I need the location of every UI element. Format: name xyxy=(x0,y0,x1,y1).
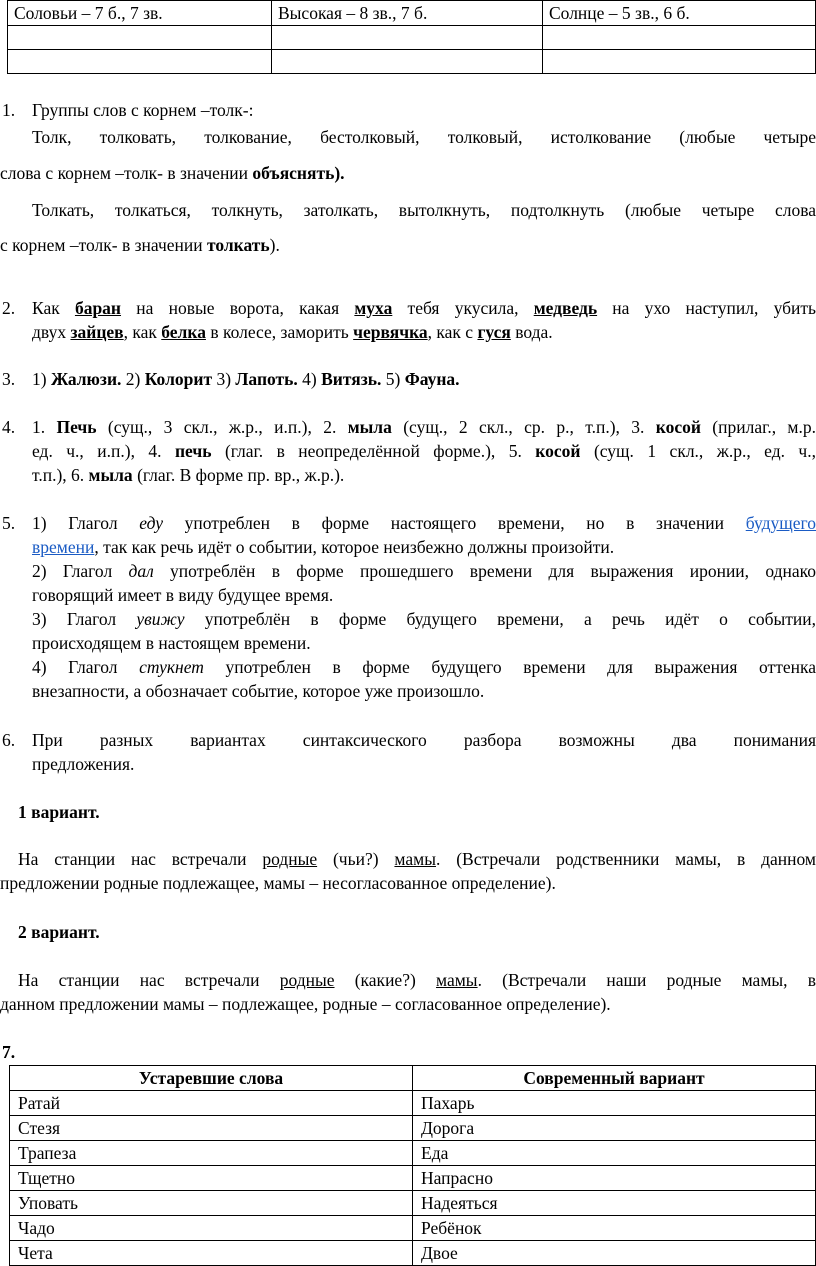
table-cell: Солнце – 5 зв., 6 б. xyxy=(543,1,816,26)
table-cell: Стезя xyxy=(10,1116,413,1141)
table-row xyxy=(8,1,816,26)
paragraph-line: данном предложении мамы – подлежащее, родные – согласованное определение). xyxy=(0,994,611,1014)
table-cell: Соловьи – 7 б., 7 зв. xyxy=(8,1,272,26)
item-number: 1. xyxy=(2,100,16,120)
archaic-words-table xyxy=(9,1065,816,1266)
table-cell: Уповать xyxy=(10,1191,413,1216)
table-cell xyxy=(272,50,543,74)
variant-title: 1 вариант. xyxy=(18,802,100,822)
table-row xyxy=(8,50,816,74)
item-number: 7. xyxy=(2,1042,16,1062)
variant-title: 2 вариант. xyxy=(18,922,100,942)
table-cell: Двое xyxy=(413,1241,816,1266)
table-cell: Дорога xyxy=(413,1116,816,1141)
paragraph-line: происходящем в настоящем времени. xyxy=(32,633,311,653)
link-future-tense[interactable]: времени xyxy=(32,537,95,557)
table-row xyxy=(10,1216,816,1241)
table-cell: Тщетно xyxy=(10,1166,413,1191)
paragraph-line: ед. ч., и.п.), 4. печь (глаг. в неопределённой форме.), 5. косой (сущ. 1 скл., ж.р., ед. ч., xyxy=(32,441,816,461)
paragraph-line: внезапности, а обозначает событие, которое уже произошло. xyxy=(32,681,485,701)
table-cell: Ребёнок xyxy=(413,1216,816,1241)
table-row xyxy=(10,1166,816,1191)
table-cell: Трапеза xyxy=(10,1141,413,1166)
item-number: 5. xyxy=(2,513,16,533)
paragraph: Толкать, толкаться, толкнуть, затолкать, вытолкнуть, подтолкнуть (любые четыре слова xyxy=(32,200,816,220)
paragraph-line: говорящий имеет в виду будущее время. xyxy=(32,585,334,605)
column-header: Современный вариант xyxy=(413,1066,816,1091)
table-cell: Чадо xyxy=(10,1216,413,1241)
score-table xyxy=(7,0,816,74)
item-number: 4. xyxy=(2,417,16,437)
table-cell: Еда xyxy=(413,1141,816,1166)
table-cell: Пахарь xyxy=(413,1091,816,1116)
paragraph-line: с корнем –толк- в значении толкать). xyxy=(0,235,280,255)
paragraph-line: На станции нас встречали родные (какие?) мамы. (Встречали наши родные мамы, в xyxy=(18,970,816,990)
table-cell xyxy=(8,50,272,74)
table-header-row xyxy=(10,1066,816,1091)
table-row xyxy=(8,26,816,50)
item-number: 6. xyxy=(2,730,16,750)
table-cell xyxy=(8,26,272,50)
table-cell: Высокая – 8 зв., 7 б. xyxy=(272,1,543,26)
paragraph: Толк, толковать, толкование, бестолковый, толковый, истолкование (любые четыре xyxy=(32,127,816,147)
table-row xyxy=(10,1141,816,1166)
table-cell xyxy=(543,26,816,50)
paragraph-line: 1. Печь (сущ., 3 скл., ж.р., и.п.), 2. мыла (сущ., 2 скл., ср. р., т.п.), 3. косой (прилаг., м.р. xyxy=(32,417,816,437)
paragraph-line: времени, так как речь идёт о событии, которое неизбежно должны произойти. xyxy=(32,537,615,557)
table-cell: Чета xyxy=(10,1241,413,1266)
table-row xyxy=(10,1116,816,1141)
paragraph-line: предложения. xyxy=(32,754,135,774)
paragraph-line: 1) Жалюзи. 2) Колорит 3) Лапоть. 4) Витязь. 5) Фауна. xyxy=(32,369,460,389)
paragraph-line: При разных вариантах синтаксического разбора возможны два понимания xyxy=(32,730,816,750)
item-heading: Группы слов с корнем –толк-: xyxy=(32,100,254,120)
paragraph-line: предложении родные подлежащее, мамы – несогласованное определение). xyxy=(0,873,556,893)
table-row xyxy=(10,1091,816,1116)
paragraph-line: На станции нас встречали родные (чьи?) мамы. (Встречали родственники мамы, в данном xyxy=(18,849,816,869)
paragraph-line: 4) Глагол стукнет употреблен в форме будущего времени для выражения оттенка xyxy=(32,657,816,677)
table-row xyxy=(10,1241,816,1266)
table-cell: Ратай xyxy=(10,1091,413,1116)
item-number: 2. xyxy=(2,298,16,318)
column-header: Устаревшие слова xyxy=(10,1066,413,1091)
paragraph-line: т.п.), 6. мыла (глаг. В форме пр. вр., ж.р.). xyxy=(32,465,345,485)
paragraph-line: двух зайцев, как белка в колесе, заморить червячка, как с гуся вода. xyxy=(32,322,553,342)
link-future-tense[interactable]: будущего xyxy=(745,513,816,533)
table-cell xyxy=(272,26,543,50)
table-cell: Напрасно xyxy=(413,1166,816,1191)
table-cell xyxy=(543,50,816,74)
paragraph-line: 3) Глагол увижу употреблён в форме будущего времени, а речь идёт о событии, xyxy=(32,609,816,629)
paragraph-line: Как баран на новые ворота, какая муха тебя укусила, медведь на ухо наступил, убить xyxy=(32,298,816,318)
table-row xyxy=(10,1191,816,1216)
paragraph-line: 1) Глагол еду употреблен в форме настоящего времени, но в значении будущего xyxy=(32,513,816,533)
item-number: 3. xyxy=(2,369,16,389)
paragraph-line: слова с корнем –толк- в значении объяснять). xyxy=(0,163,345,183)
table-cell: Надеяться xyxy=(413,1191,816,1216)
paragraph-line: 2) Глагол дал употреблён в форме прошедшего времени для выражения иронии, однако xyxy=(32,561,816,581)
